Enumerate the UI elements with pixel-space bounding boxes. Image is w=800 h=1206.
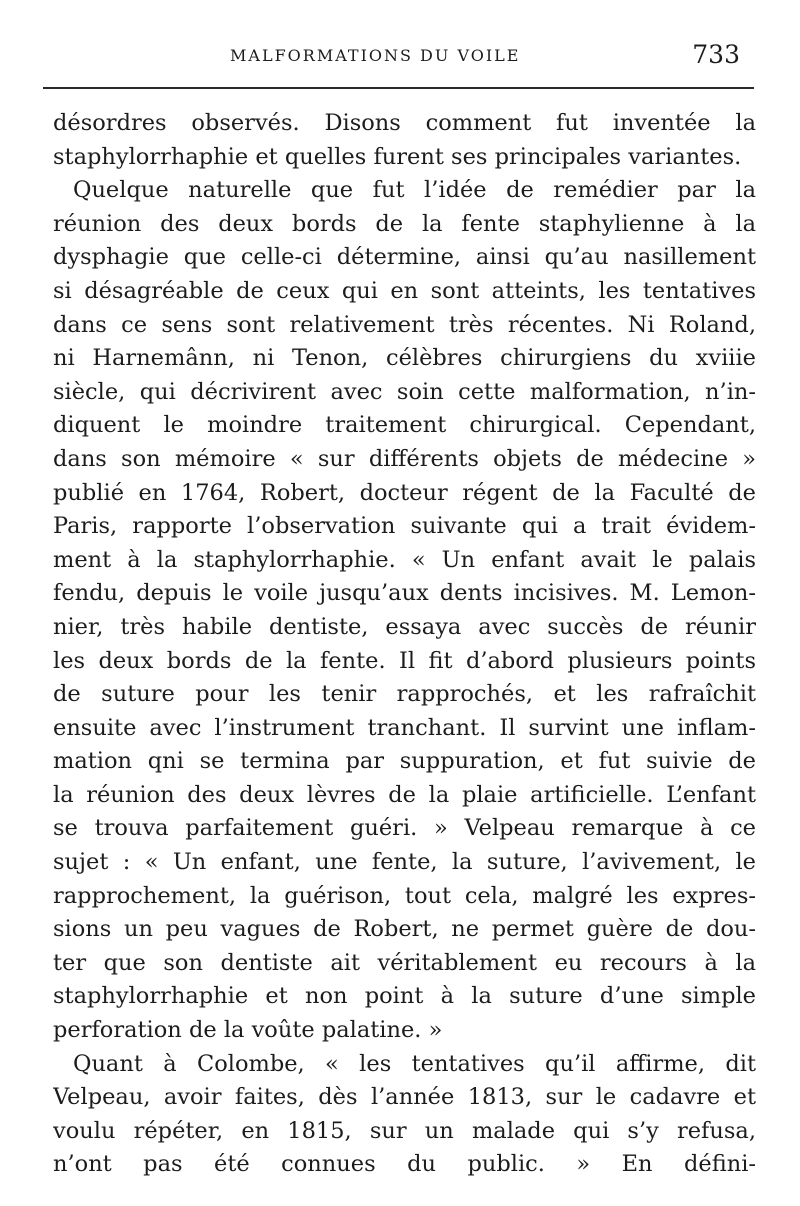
text-line: si désagréable de ceux qui en sont atteints, les tentatives <box>53 277 756 304</box>
body-text <box>53 107 756 1182</box>
text-line: sujet : « Un enfant, une fente, la suture, l’avivement, le <box>53 849 756 876</box>
text-line: ter que son dentiste ait véritablement eu recours à la <box>53 949 756 976</box>
text-line: de suture pour les tenir rapprochés, et les rafraîchit <box>53 681 756 708</box>
text-line: dysphagie que celle-ci détermine, ainsi qu’au nasillement <box>53 244 756 271</box>
text-line: diquent le moindre traitement chirurgical. Cependant, <box>53 412 756 439</box>
text-line: la réunion des deux lèvres de la plaie artificielle. L’enfant <box>53 781 756 808</box>
text-line: voulu répéter, en 1815, sur un malade qui s’y refusa, <box>53 1117 756 1144</box>
text-line: dans ce sens sont relativement très récentes. Ni Roland, <box>53 311 756 338</box>
text-line: désordres observés. Disons comment fut inventée la <box>53 110 756 136</box>
text-line: siècle, qui décrivirent avec soin cette malformation, n’in- <box>53 378 756 405</box>
running-header <box>0 40 800 70</box>
header-rule <box>43 87 754 89</box>
text-line: réunion des deux bords de la fente staphylienne à la <box>53 210 756 237</box>
text-line: les deux bords de la fente. Il fit d’abord plusieurs points <box>53 647 756 674</box>
text-line: sions un peu vagues de Robert, ne permet guère de dou- <box>53 916 756 943</box>
text-line: fendu, depuis le voile jusqu’aux dents incisives. M. Lemon- <box>53 580 756 607</box>
text-line: Quant à Colombe, « les tentatives qu’il affirme, dit <box>73 1050 756 1077</box>
text-line: dans son mémoire « sur différents objets de médecine » <box>53 445 756 472</box>
page-number: 733 <box>692 40 740 69</box>
text-line: nier, très habile dentiste, essaya avec succès de réunir <box>53 613 756 640</box>
text-line: se trouva parfaitement guéri. » Velpeau remarque à ce <box>53 815 756 842</box>
text-line: ni Harnemânn, ni Tenon, célèbres chirurgiens du xviiie <box>53 345 756 372</box>
text-line: perforation de la voûte palatine. » <box>53 1017 443 1044</box>
text-line: mation qni se termina par suppuration, et fut suivie de <box>53 748 756 775</box>
text-line: publié en 1764, Robert, docteur régent de la Faculté de <box>53 479 756 506</box>
text-line: rapprochement, la guérison, tout cela, malgré les expres- <box>53 882 756 909</box>
running-title: MALFORMATIONS DU VOILE <box>230 46 521 65</box>
text-line: ensuite avec l’instrument tranchant. Il survint une inflam- <box>53 714 756 741</box>
text-line: Paris, rapporte l’observation suivante qui a trait évidem- <box>53 513 756 540</box>
text-line: staphylorrhaphie et non point à la suture d’une simple <box>53 983 756 1010</box>
text-line: ment à la staphylorrhaphie. « Un enfant avait le palais <box>53 546 756 573</box>
text-line: staphylorrhaphie et quelles furent ses principales variantes. <box>53 143 742 170</box>
text-line: Velpeau, avoir faites, dès l’année 1813, sur le cadavre et <box>53 1084 756 1111</box>
text-line: Quelque naturelle que fut l’idée de remédier par la <box>73 177 756 204</box>
text-line: n’ont pas été connues du public. » En défini- <box>53 1151 756 1178</box>
